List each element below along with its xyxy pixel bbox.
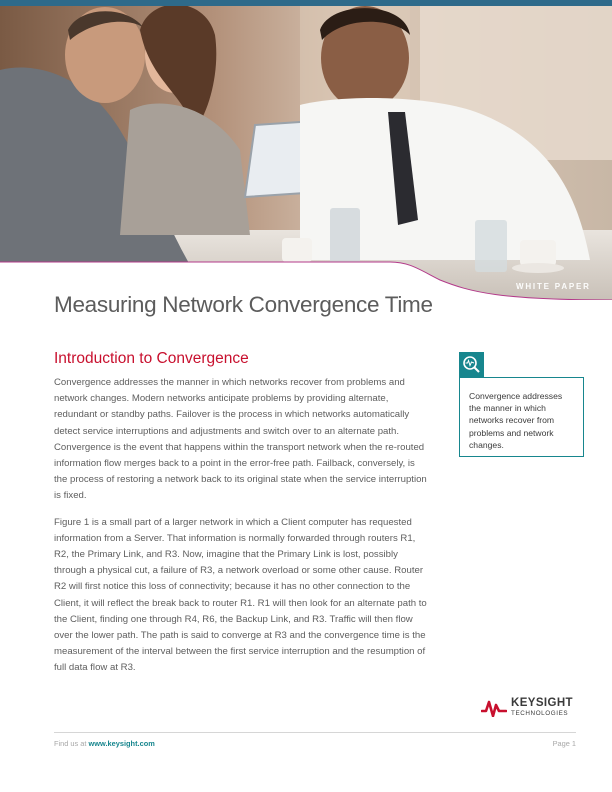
keysight-logo — [481, 697, 581, 721]
footer-divider — [54, 732, 576, 733]
keysight-wave-icon — [481, 699, 507, 717]
document-type-badge: WHITE PAPER — [516, 282, 591, 291]
footer-prefix: Find us at — [54, 739, 89, 748]
magnifier-pulse-icon — [459, 352, 484, 377]
website-link[interactable]: www.keysight.com — [88, 739, 155, 748]
logo-subtitle: TECHNOLOGIES — [511, 710, 569, 717]
callout-text: Convergence addresses the manner in which networks recover from problems and network changes. — [469, 391, 563, 450]
footer-contact — [54, 739, 155, 748]
logo-name: KEYSIGHT — [511, 697, 573, 709]
hero-photo — [0, 0, 612, 300]
section-heading: Introduction to Convergence — [54, 350, 249, 367]
body-column — [54, 375, 428, 687]
body-paragraph: Figure 1 is a small part of a larger network in which a Client computer has requested information from a Server. That information is normally forwarded through routers R1, R2, the Primary Link, and R3. Now, imagine that the Primary Link is lost, possibly through a physical cut, a failure of R3, a network overload or some other cause. Router R2 will first notice this loss of connectivity; because it has no other connection to the Client, it will reflect the break back to router R1. R1 will then look for an alternate path to the Client, finding one through R4, R6, the Backup Link, and R3. Traffic will then flow over the lower path. The path is said to converge at R3 and the convergence time is the measurement of the interval between the first service interruption and the resumption of full data flow at R3. — [54, 516, 427, 674]
body-paragraph: Convergence addresses the manner in which networks recover from problems and network changes. Modern networks anticipate problems by providing alternate, redundant or standby paths. Failover is the process in which networks automatically detect service interruptions and adjustments and switch over to an alternate path. Convergence is the event that happens within the transport network when the re-routed information flow merges back to a point in the error-free path. Failback, conversely, is the process of restoring a network back to its original state when the service interruption is fixed. — [54, 377, 427, 502]
top-accent-bar — [0, 0, 612, 6]
callout-box — [459, 377, 584, 457]
page-title: Measuring Network Convergence Time — [54, 292, 433, 317]
page-number: Page 1 — [552, 739, 576, 748]
